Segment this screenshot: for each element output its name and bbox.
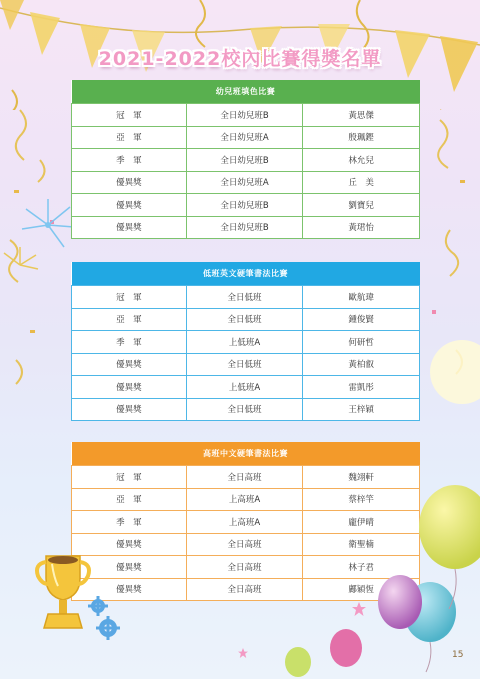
class-cell: 全日低班: [186, 308, 303, 331]
class-cell: 全日幼兒班B: [186, 104, 303, 127]
student-cell: 黃思傑: [303, 104, 420, 127]
trophy-icon: [32, 552, 94, 636]
class-cell: 全日幼兒班A: [186, 126, 303, 149]
student-cell: 鄺穎恆: [303, 578, 420, 601]
firework-small-icon: [0, 245, 40, 285]
award-cell: 冠 軍: [72, 466, 187, 489]
table-heading: 高班中文硬筆書法比賽: [72, 442, 420, 466]
award-cell: 優異獎: [72, 578, 187, 601]
class-cell: 全日低班: [186, 353, 303, 376]
class-cell: 全日高班: [186, 556, 303, 579]
class-cell: 全日幼兒班A: [186, 171, 303, 194]
student-cell: 劉寶兒: [303, 194, 420, 217]
class-cell: 上低班A: [186, 331, 303, 354]
class-cell: 全日幼兒班B: [186, 149, 303, 172]
class-cell: 全日幼兒班B: [186, 216, 303, 239]
class-cell: 全日高班: [186, 578, 303, 601]
table-kindergarten-coloring: [71, 80, 420, 239]
table-row: [72, 533, 420, 556]
student-cell: 歐航瑋: [303, 286, 420, 309]
table-row: [72, 126, 420, 149]
class-cell: 全日高班: [186, 533, 303, 556]
table-row: [72, 556, 420, 579]
class-cell: 全日低班: [186, 286, 303, 309]
student-cell: 魏翊軒: [303, 466, 420, 489]
award-cell: 優異獎: [72, 353, 187, 376]
table-row: [72, 466, 420, 489]
class-cell: 全日幼兒班B: [186, 194, 303, 217]
gear-icon: [88, 596, 120, 644]
table-row: [72, 398, 420, 421]
student-cell: 林允兒: [303, 149, 420, 172]
page-title: 2021-2022校內比賽得獎名單: [98, 48, 382, 70]
student-cell: 雷凱彤: [303, 376, 420, 399]
award-cell: 季 軍: [72, 149, 187, 172]
balloon-small-pink: [328, 628, 364, 672]
award-cell: 優異獎: [72, 533, 187, 556]
table-row: [72, 149, 420, 172]
table-row: [72, 104, 420, 127]
table-row: [72, 171, 420, 194]
award-cell: 優異獎: [72, 398, 187, 421]
award-cell: 季 軍: [72, 331, 187, 354]
class-cell: 上高班A: [186, 511, 303, 534]
table-lower-english-calligraphy: [71, 262, 420, 421]
student-cell: 鍾俊賢: [303, 308, 420, 331]
balloons: [375, 482, 480, 679]
award-cell: 優異獎: [72, 194, 187, 217]
table-row: [72, 308, 420, 331]
student-cell: 林子君: [303, 556, 420, 579]
award-cell: 冠 軍: [72, 104, 187, 127]
table-heading: 低班英文硬筆書法比賽: [72, 262, 420, 286]
award-cell: 優異獎: [72, 216, 187, 239]
student-cell: 殷珮鏗: [303, 126, 420, 149]
class-cell: 全日低班: [186, 398, 303, 421]
page-number: 15: [452, 650, 464, 660]
table-row: [72, 331, 420, 354]
balloon-small-green: [283, 645, 313, 679]
table-row: [72, 216, 420, 239]
table-heading: 幼兒班填色比賽: [72, 80, 420, 104]
class-cell: 全日高班: [186, 466, 303, 489]
award-cell: 優異獎: [72, 171, 187, 194]
student-cell: 王梓穎: [303, 398, 420, 421]
award-cell: 亞 軍: [72, 488, 187, 511]
student-cell: 丘 美: [303, 171, 420, 194]
table-upper-chinese-calligraphy: [71, 442, 420, 601]
table-row: [72, 578, 420, 601]
student-cell: 衛聖楠: [303, 533, 420, 556]
table-row: [72, 376, 420, 399]
table-row: [72, 353, 420, 376]
award-cell: 季 軍: [72, 511, 187, 534]
table-row: [72, 511, 420, 534]
award-cell: 優異獎: [72, 376, 187, 399]
class-cell: 上高班A: [186, 488, 303, 511]
student-cell: 黃柏叡: [303, 353, 420, 376]
student-cell: 黃珺怡: [303, 216, 420, 239]
table-row: [72, 286, 420, 309]
star-icon: [352, 602, 366, 616]
award-cell: 冠 軍: [72, 286, 187, 309]
class-cell: 上低班A: [186, 376, 303, 399]
student-cell: 蔡梓竿: [303, 488, 420, 511]
student-cell: 何研哲: [303, 331, 420, 354]
award-cell: 亞 軍: [72, 308, 187, 331]
award-cell: 優異獎: [72, 556, 187, 579]
table-row: [72, 488, 420, 511]
award-cell: 亞 軍: [72, 126, 187, 149]
star-icon: [238, 648, 248, 658]
table-row: [72, 194, 420, 217]
student-cell: 龐伊晴: [303, 511, 420, 534]
